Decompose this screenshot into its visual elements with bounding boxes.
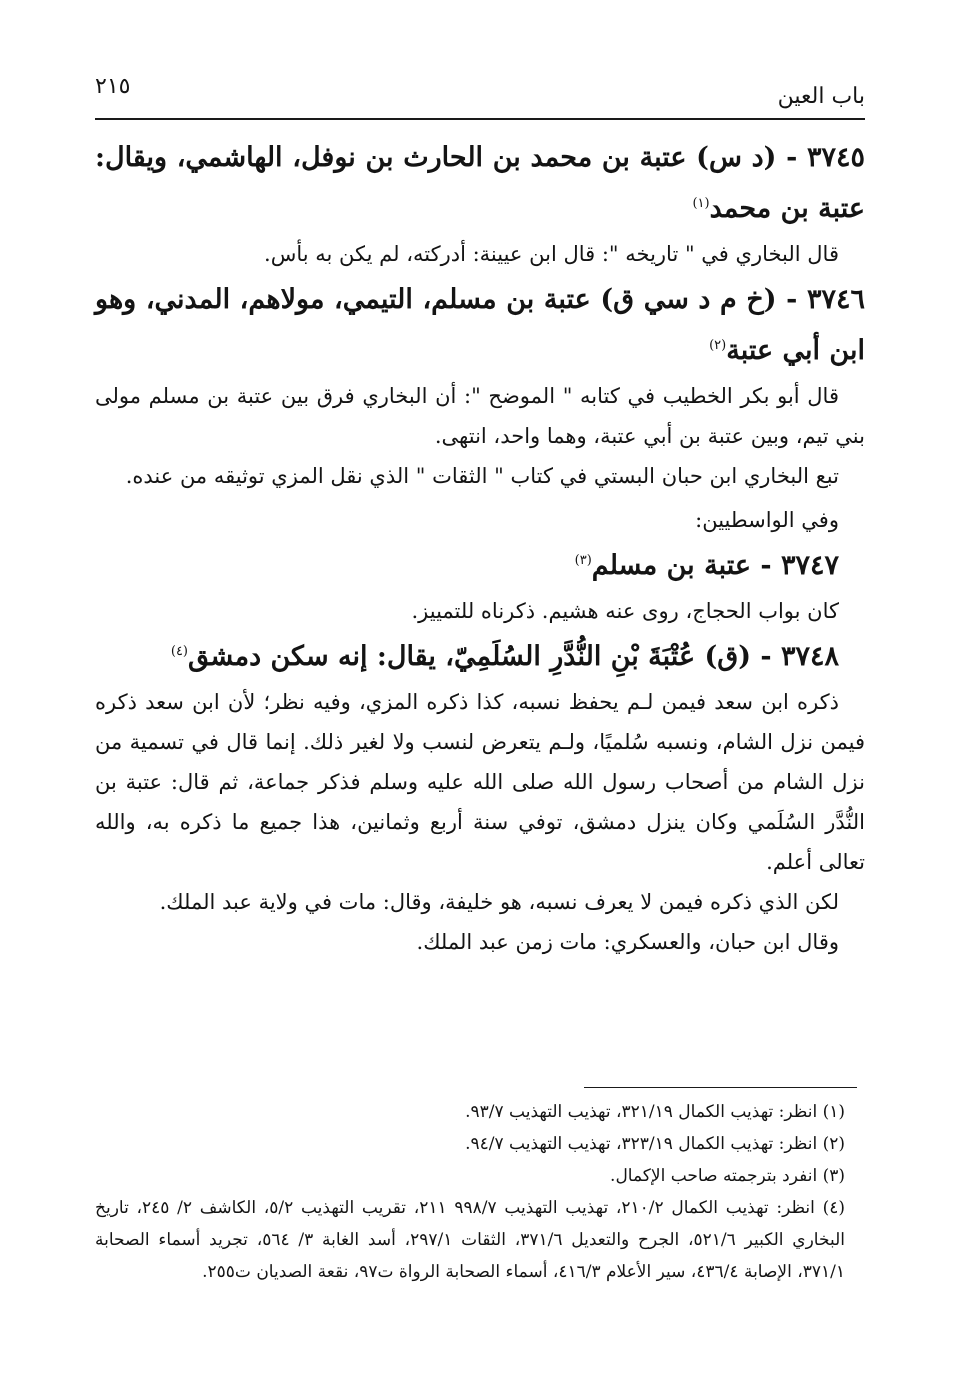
- entry-paragraph: قال أبو بكر الخطيب في كتابه " الموضح ": أن البخاري فرق بين عتبة بن مسلم مولى بني تيم، وبين عتبة بن أبي عتبة، وهما واحد، انتهى.: [95, 384, 865, 448]
- entry-paragraph: لكن الذي ذكره فيمن لا يعرف نسبه، هو خليفة، وقال: مات في ولاية عبد الملك.: [159, 890, 839, 914]
- entry-paragraph: كان بواب الحجاج، روى عنه هشيم. ذكرناه للتمييز.: [411, 599, 839, 623]
- footnote-marker: (٢): [709, 338, 727, 353]
- footnotes: [95, 1096, 845, 1288]
- running-header: [95, 70, 865, 120]
- footnote-separator: [584, 1087, 857, 1088]
- entry-paragraph: وفي الواسطيين:: [695, 508, 839, 532]
- entry-heading-3747: ٣٧٤٧ - عتبة بن مسلم$^{(٣)}$: [574, 550, 839, 581]
- footnote-marker: (٤): [170, 644, 188, 659]
- footnote-4: (٤) انظر: تهذيب الكمال ٢١٠/٢، تهذيب التهذيب ٩٩٨/٧ ٢١١، تقريب التهذيب ٥/٢، الكاشف ٢/ ٢٤٥، تاريخ البخاري الكبير ٥٢١/٦، الجرح والتعديل ٣٧١/٦، الثقات ٢٩٧/١، أسد الغابة ٣/ ٥٦٤، تجريد أسماء الصحابة ٣٧١/١، الإصابة ٤٣٦/٤، سير الأعلام ٤١٦/٣، أسماء الصحابة الرواة ت٩٧، نقعة الصديان ت٢٥٥.: [95, 1198, 846, 1282]
- footnote-marker: (١): [692, 196, 710, 211]
- page-number: ٢١٥: [95, 74, 131, 99]
- entry-paragraph: ذكره ابن سعد فيمن لـم يحفظ نسبه، كذا ذكره المزي، وفيه نظر؛ لأن ابن سعد ذكره فيمن نزل الشام، ونسبه سُلميًا، ولـم يتعرض لنسب ولا لغير ذلك. إنما قال في تسمية من نزل الشام من أصحاب رسول الله صلى الله عليه وسلم فذكر جماعة، ثم قال: عتبة بن النُّدَّر السُلَمي وكان ينزل دمشق، توفي سنة أربع وثمانين، هذا جميع ما ذكره به، والله تعالى أعلم.: [95, 690, 865, 874]
- main-text: [95, 132, 865, 962]
- entry-paragraph: تبع البخاري ابن حبان البستي في كتاب " الثقات " الذي نقل المزي توثيقه من عنده.: [125, 464, 839, 488]
- footnote-marker: (٣): [574, 553, 592, 568]
- footnote-2: (٢) انظر: تهذيب الكمال ٣٢٣/١٩، تهذيب التهذيب ٩٤/٧.: [465, 1134, 845, 1154]
- chapter-title: باب العين: [777, 84, 865, 109]
- entry-paragraph: وقال ابن حبان، والعسكري: مات زمن عبد الملك.: [416, 930, 839, 954]
- footnote-1: (١) انظر: تهذيب الكمال ٣٢١/١٩، تهذيب التهذيب ٩٣/٧.: [465, 1102, 845, 1122]
- entry-heading-3745: ٣٧٤٥ - (د س) عتبة بن محمد بن الحارث بن نوفل، الهاشمي، ويقال: عتبة بن محمد$^{(١)}$: [95, 142, 865, 224]
- entry-paragraph: قال البخاري في " تاريخه ": قال ابن عيينة: أدركته، لم يكن به بأس.: [264, 242, 839, 266]
- entry-heading-3748: ٣٧٤٨ - (ق) عُتْبَةَ بْنِ النُّدَّرِ السُلَمِيّ، يقال: إنه سكن دمشق$^{(٤)}$: [170, 641, 839, 672]
- entry-heading-3746: ٣٧٤٦ - (خ م د سي ق) عتبة بن مسلم، التيمي، مولاهم، المدني، وهو ابن أبي عتبة$^{(٢)}$: [95, 284, 865, 366]
- footnote-3: (٣) انفرد بترجمته صاحب الإكمال.: [610, 1166, 845, 1186]
